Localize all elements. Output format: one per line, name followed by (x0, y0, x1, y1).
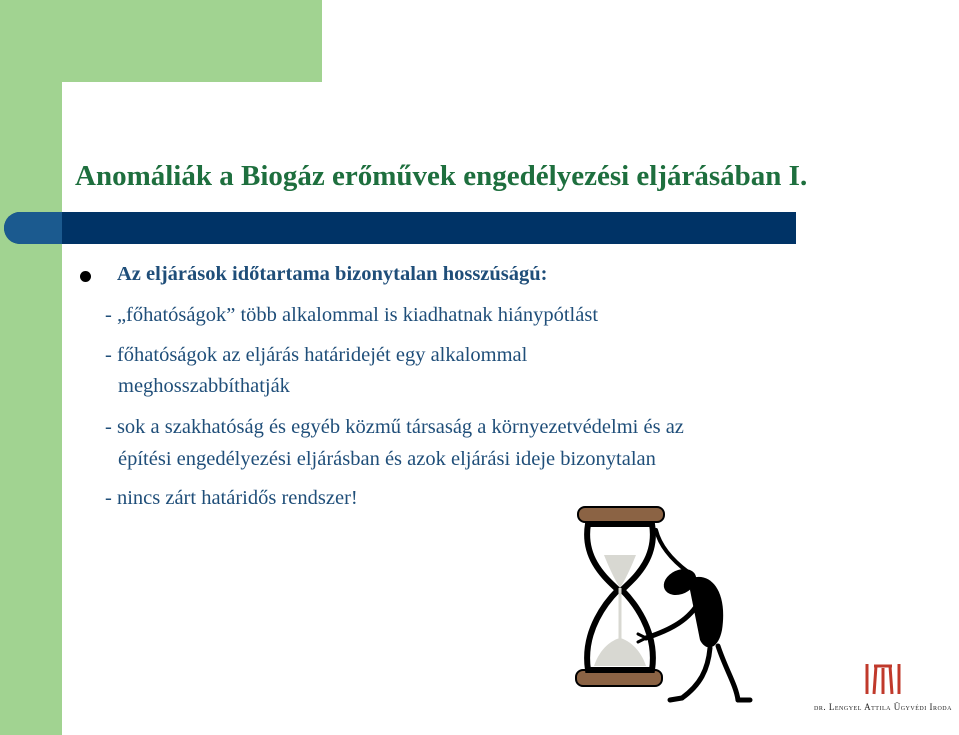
green-sidebar-band (0, 0, 62, 735)
bullet-heading: Az eljárások időtartama bizonytalan hosszúságú: (117, 263, 548, 285)
logo-text: dr. Lengyel Attila Ügyvédi Iroda (814, 702, 952, 712)
sub-line-2: - főhatóságok az eljárás határidejét egy alkalommal (105, 344, 528, 366)
green-top-band (0, 0, 322, 82)
slide-title: Anomáliák a Biogáz erőművek engedélyezési eljárásában I. (75, 160, 808, 192)
sub-line-3: - sok a szakhatóság és egyéb közmű társaság a környezetvédelmi és az (105, 416, 684, 438)
title-underline-bar (4, 212, 796, 244)
hourglass-figure-illustration (560, 500, 790, 715)
logo-mark-icon (864, 660, 902, 698)
bullet-dot-icon (80, 271, 91, 282)
sub-line-3-cont: építési engedélyezési eljárásban és azok eljárási ideje bizonytalan (118, 448, 656, 470)
sub-line-2-cont: meghosszabbíthatják (118, 375, 290, 397)
title-bar-accent (4, 212, 62, 244)
content-corner (62, 82, 122, 142)
law-firm-logo (808, 660, 958, 720)
sub-line-4: - nincs zárt határidős rendszer! (105, 487, 358, 509)
sub-line-1: - „főhatóságok” több alkalommal is kiadhatnak hiánypótlást (105, 304, 599, 326)
